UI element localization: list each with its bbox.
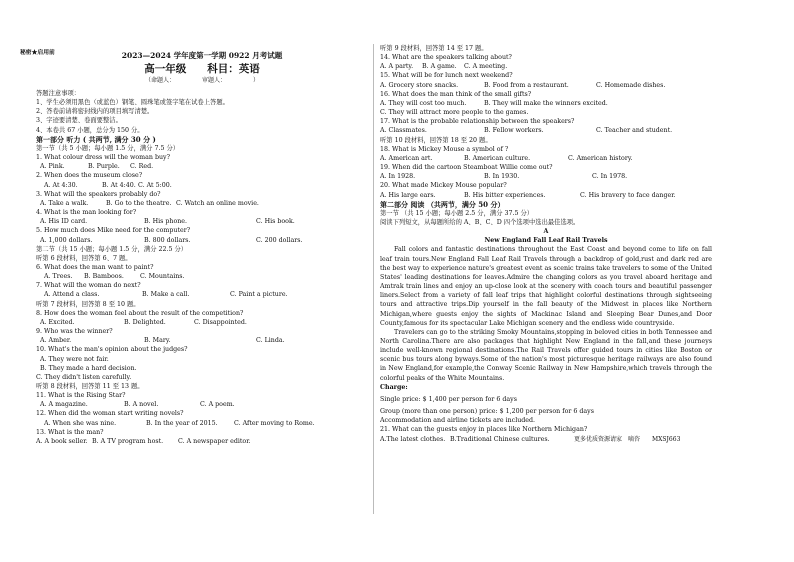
accommodation-note: Accommodation and airline tickets are included. [380, 417, 536, 425]
option-b: B. They made a hard decision. [40, 364, 137, 372]
question-15-options [380, 81, 712, 90]
option-c: C. His book. [256, 218, 295, 226]
option-a: A. They were not fair. [40, 355, 109, 363]
question-4: 4. What is the man looking for? [36, 209, 137, 217]
option-b: B. At 4:40. [102, 181, 136, 189]
option-c: C. A meeting. [464, 63, 508, 71]
option-a: A. A party. [380, 63, 414, 71]
question-14: 14. What are the speakers talking about? [380, 54, 512, 62]
question-2: 2. When does the museum close? [36, 172, 143, 180]
section1-title: 第一节（共 5 小题；每小题 1.5 分，满分 7.5 分） [36, 144, 180, 152]
option-a: A. Take a walk. [40, 199, 89, 207]
option-c: C. Disappointed. [194, 318, 247, 326]
option-c: C. In 1978. [592, 173, 628, 181]
question-19-options [380, 172, 712, 181]
question-2-options [36, 181, 368, 190]
option-b: B.Traditional Chinese cultures. [450, 435, 550, 443]
notice-item: 4、本卷共 67 小题，总分为 150 分。 [36, 126, 144, 134]
question-12-options [36, 419, 368, 428]
option-b: B. Purple. [88, 163, 120, 171]
notice-title: 答题注意事项： [36, 90, 81, 97]
question-1-options [36, 162, 368, 171]
option-a: A.The latest clothes. [380, 435, 446, 443]
option-b: B. 800 dollars. [144, 236, 191, 244]
question-3: 3. What will the speakers probably do? [36, 190, 161, 198]
option-b: B. Fellow workers. [484, 127, 544, 135]
notice-item: 3、字迹要清楚、卷面要整洁。 [36, 117, 122, 125]
option-b: B. A novel. [124, 401, 159, 409]
option-a: A. 1,000 dollars. [40, 236, 93, 244]
charge-single: Single price: $ 1,400 per person for 6 days [380, 395, 517, 403]
question-8-options [36, 318, 368, 327]
question-1: 1. What colour dress will the woman buy? [36, 154, 170, 162]
option-b: B. In the year of 2015. [146, 419, 218, 427]
option-a: A. Attend a class. [44, 291, 100, 299]
question-18-options [380, 154, 712, 163]
question-7-options [36, 290, 368, 299]
option-a: A. A magazine. [40, 401, 88, 409]
question-4-options [36, 217, 368, 226]
option-b: B. Go to the theatre. [106, 199, 172, 207]
question-20-options [380, 191, 712, 200]
reading-instruction: 阅读下列短文，从每题所给的 A、B、C、D 四个选项中选出最佳选项。 [380, 218, 580, 226]
option-c: C. Teacher and student. [596, 127, 673, 135]
question-3-options [36, 199, 368, 208]
option-c: C. Red. [130, 163, 154, 171]
listening-9-instruction: 听第 9 段材料，回答第 14 至 17 题。 [380, 45, 488, 52]
option-a: A. Excited. [40, 318, 75, 326]
option-a: A. Grocery store snacks. [380, 81, 459, 89]
listening-7-instruction: 听第 7 段材料，回答第 8 至 10 题。 [36, 300, 140, 308]
option-c: C. After moving to Rome. [234, 419, 315, 427]
question-11-options [36, 400, 368, 409]
option-a: A. Trees. [44, 273, 73, 281]
option-a: A. They will cost too much. [380, 99, 467, 107]
question-17-options [380, 126, 712, 135]
option-b: B. They will make the winners excited. [484, 99, 608, 107]
reading-section1-title: 第一节 （共 15 小题；每小题 2.5 分，满分 37.5 分） [380, 209, 534, 217]
question-16-options [380, 99, 712, 108]
listening-10-instruction: 听第 10 段材料，回答第 18 至 20 题。 [380, 136, 492, 144]
question-14-options [380, 62, 712, 71]
option-c: C. Linda. [256, 337, 285, 345]
option-a: A. At 4:30. [44, 181, 78, 189]
option-a: A. His ID card. [40, 218, 88, 226]
section2-title: 第二节（共 15 小题；每小题 1.5 分，满分 22.5 分） [36, 245, 188, 253]
option-c: C. Mountains. [140, 273, 185, 281]
question-17: 17. What is the probable relationship between the speakers? [380, 118, 575, 126]
question-13-options [36, 437, 368, 446]
charge-group: Group (more than one person) price: $ 1,200 per person for 6 days [380, 408, 594, 416]
column-divider [373, 44, 374, 514]
option-a: A. Classmates. [380, 127, 427, 135]
question-9: 9. Who was the winner? [36, 328, 113, 336]
grade-subject: 高一年级 科目：英语 [144, 63, 260, 75]
question-8: 8. How does the woman feel about the result of the competition? [36, 309, 244, 317]
option-c: C. Paint a picture. [230, 291, 288, 299]
passage-title: New England Fall Leaf Rail Travels [484, 237, 608, 245]
option-b: B. A game. [422, 63, 457, 71]
passage-paragraph: Fall colors and fantastic destinations throughout the East Coast and beyond come to life on fall leaf train tours.New England Fall Leaf Rail Travels through a backdrop of gold,rust and dark red are the best way to experience nature's greatest event as scenic trains take travelers to some of the United States' leading destinations for leaves.Admire the changing colors as you travel aboard heritage and Amtrak train lines and enjoy an up-close look at the scenery with coach tours and beautiful passenger liners.Select from a variety of fall leaf trips that highlight colorful destinations through sightseeing tours and attractive trips.Dip yourself in the fall beauty of the Midwest in places like Northern Michigan,where guests enjoy the sights of Mackinac Island and Sleeping Bear Dunes,and Door County,famous for its spectacular Lake Michigan scenery and the endless wide countryside. [380, 246, 712, 327]
option-c: C. A newspaper editor. [178, 437, 251, 445]
question-6: 6. What does the man want to paint? [36, 263, 154, 271]
option-c: C. They will attract more people to the games. [380, 109, 529, 117]
option-b: B. Make a call. [142, 291, 190, 299]
question-21-options [380, 435, 712, 444]
exam-title: 2023—2024 学年度第一学期 0922 月考试题 [121, 51, 283, 60]
watermark-note: 更多优质资源请家 嘀咨 MXSJ663 [574, 435, 681, 443]
option-a: A. Pink. [40, 163, 65, 171]
question-13: 13. What is the man? [36, 428, 104, 436]
option-a: A. A book seller. [36, 437, 88, 445]
option-c: C. American history. [568, 154, 633, 162]
part2-title: 第二部分 阅读 （共两节，满分 50 分） [380, 199, 505, 209]
option-b: B. A TV program host. [92, 437, 164, 445]
option-c: C. Watch an online movie. [176, 199, 259, 207]
question-9-options [36, 336, 368, 345]
option-c: C. A poem. [200, 401, 235, 409]
secret-label: 秘密★启用前 [20, 50, 55, 56]
question-5: 5. How much does Mike need for the computer? [36, 227, 191, 235]
question-21: 21. What can the guests enjoy in places like Northern Michigan? [380, 426, 588, 434]
option-c: C. His bravery to face danger. [580, 191, 676, 199]
option-a: A. When she was nine. [44, 419, 117, 427]
option-b: B. In 1930. [484, 173, 520, 181]
setters-line: （命题人： 审题人： ） [144, 77, 259, 84]
notice-item: 1、学生必须用黑色（或蓝色）钢笔、圆珠笔或签字笔在试卷上答题。 [36, 99, 229, 107]
option-c: C. 200 dollars. [256, 236, 303, 244]
option-c: C. They didn't listen carefully. [36, 373, 132, 381]
question-20: 20. What made Mickey Mouse popular? [380, 182, 507, 190]
notice-item: 2、答卷前请将密封线内的项目填写清楚。 [36, 108, 154, 116]
right-column [380, 44, 712, 444]
option-b: B. His phone. [144, 218, 188, 226]
question-6-options [36, 272, 368, 281]
part1-title: 第一部分 听力 ( 共两节, 满分 30 分 ) [36, 134, 156, 144]
option-a: A. American art. [380, 154, 433, 162]
option-a: A. In 1928. [380, 173, 416, 181]
passage-paragraph: Travelers can go to the striking Smoky Mountains,stopping in beloved cities in both Tennessee and North Carolina.There are also packages that highlight New England in the fall,and these journeys include well-known regional destinations.The Rail Travels offer guided tours in cities like Boston or scenic bus tours along byways.Some of the nation's most picturesque heritage railways are also found in New England,for example,the Conway Scenic Railway in New Hampshire,which travels through the colorful peaks of the White Mountains. [380, 328, 712, 382]
listening-6-instruction: 听第 6 段材料，回答第 6、7 题。 [36, 254, 132, 262]
option-c: C. Homemade dishes. [596, 81, 666, 89]
question-10: 10. What's the man's opinion about the judges? [36, 346, 188, 354]
question-16: 16. What does the man think of the small gifts? [380, 90, 532, 98]
question-7: 7. What will the woman do next? [36, 282, 141, 290]
option-b: B. Food from a restaurant. [484, 81, 569, 89]
left-column [36, 44, 368, 446]
question-15: 15. What will be for lunch next weekend? [380, 72, 513, 80]
option-c: C. At 5:00. [138, 181, 172, 189]
option-b: B. Delighted. [124, 318, 166, 326]
question-11: 11. What is the Rising Star? [36, 392, 126, 400]
option-b: B. American culture. [464, 154, 531, 162]
option-b: B. His bitter experiences. [464, 191, 546, 199]
option-b: B. Bamboos. [84, 273, 124, 281]
question-18: 18. What is Mickey Mouse a symbol of ? [380, 145, 509, 153]
option-a: A. His large ears. [380, 191, 436, 199]
option-b: B. Mary. [144, 337, 171, 345]
passage-letter: A [543, 228, 549, 236]
charge-label: Charge: [380, 383, 408, 391]
question-12: 12. When did the woman start writing novels? [36, 410, 184, 418]
question-19: 19. When did the cartoon Steamboat Willie come out? [380, 164, 553, 172]
option-a: A. Amber. [40, 337, 72, 345]
listening-8-instruction: 听第 8 段材料，回答第 11 至 13 题。 [36, 383, 144, 390]
question-5-options [36, 236, 368, 245]
